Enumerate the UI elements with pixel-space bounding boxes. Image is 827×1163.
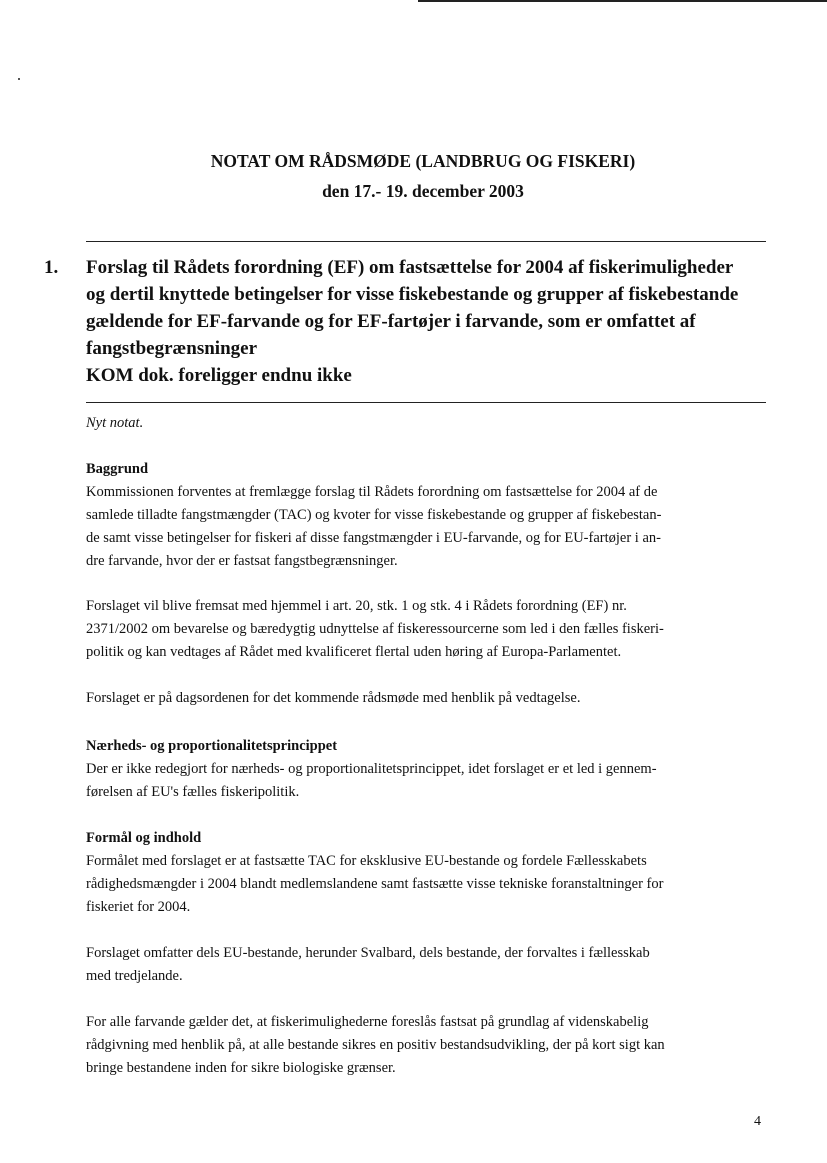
paragraph-line: med tredjelande. xyxy=(86,968,183,984)
paragraph-line: fiskeriet for 2004. xyxy=(86,899,191,915)
item-heading xyxy=(86,254,776,389)
section-heading: Formål og indhold xyxy=(86,830,202,846)
title-line-1: NOTAT OM RÅDSMØDE (LANDBRUG OG FISKERI) xyxy=(210,151,636,171)
paragraph-line: Forslaget er på dagsordenen for det kommende rådsmøde med henblik på vedtagelse. xyxy=(86,690,581,706)
paragraph-line: For alle farvande gælder det, at fiskerimulighederne foreslås fastsat på grundlag af videnskabelig xyxy=(86,1014,649,1030)
item-heading-line: og dertil knyttede betingelser for visse fiskebestande og grupper af fiskebestande xyxy=(86,284,739,305)
section-formaal xyxy=(86,827,776,919)
item-heading-line: fangstbegrænsninger xyxy=(86,338,258,359)
paragraph-line: rådgivning med henblik på, at alle bestande sikres en positiv bestandsudvikling, der på kort sigt kan xyxy=(86,1037,665,1053)
paragraph-line: 2371/2002 om bevarelse og bæredygtig udnyttelse af fiskeressourcerne som led i den fælles fiskeri- xyxy=(86,621,664,637)
top-edge-rule xyxy=(418,0,827,2)
item-number: 1. xyxy=(44,257,59,278)
item-heading-line: gældende for EF-farvande og for EF-fartøjer i farvande, som er omfattet af xyxy=(86,311,696,332)
item-heading-line: KOM dok. foreligger endnu ikke xyxy=(86,365,352,386)
section-baggrund xyxy=(86,458,776,573)
heading-bottom-rule xyxy=(86,402,766,403)
scan-speck xyxy=(18,78,20,80)
section-naerhed xyxy=(86,735,776,804)
paragraph-line: rådighedsmængder i 2004 blandt medlemslandene samt fastsætte visse tekniske foranstaltninger for xyxy=(86,876,664,892)
paragraph-line: Forslaget vil blive fremsat med hjemmel i art. 20, stk. 1 og stk. 4 i Rådets forordning (EF) nr. xyxy=(86,598,627,614)
paragraph xyxy=(86,595,776,664)
paragraph xyxy=(86,942,776,988)
paragraph-line: Kommissionen forventes at fremlægge forslag til Rådets forordning om fastsættelse for 2004 af de xyxy=(86,484,658,500)
paragraph-line: de samt visse betingelser for fiskeri af disse fangstmængder i EU-farvande, og for EU-fartøjer i an- xyxy=(86,530,661,546)
document-title xyxy=(0,146,827,206)
item-heading-line: Forslag til Rådets forordning (EF) om fastsættelse for 2004 af fiskerimuligheder xyxy=(86,257,734,278)
paragraph-line: Formålet med forslaget er at fastsætte TAC for eksklusive EU-bestande og fordele Fællesskabets xyxy=(86,853,647,869)
heading-top-rule xyxy=(86,241,766,242)
paragraph-line: førelsen af EU's fælles fiskeripolitik. xyxy=(86,784,300,800)
paragraph-line: politik og kan vedtages af Rådet med kvalificeret flertal uden høring af Europa-Parlamentet. xyxy=(86,644,622,660)
paragraph-line: Der er ikke redegjort for nærheds- og proportionalitetsprincippet, idet forslaget er et led i gennem- xyxy=(86,761,657,777)
title-line-2: den 17.- 19. december 2003 xyxy=(322,181,524,201)
paragraph xyxy=(86,1011,776,1080)
paragraph-line: Forslaget omfatter dels EU-bestande, herunder Svalbard, dels bestande, der forvaltes i fællesskab xyxy=(86,945,650,961)
paragraph-line: samlede tilladte fangstmængder (TAC) og kvoter for visse fiskebestande og grupper af fiskebestan- xyxy=(86,507,662,523)
page-number: 4 xyxy=(754,1114,761,1129)
paragraph-line: bringe bestandene inden for sikre biologiske grænser. xyxy=(86,1060,396,1076)
paragraph-line: dre farvande, hvor der er fastsat fangstbegrænsninger. xyxy=(86,553,398,569)
note-text: Nyt notat. xyxy=(86,415,144,431)
section-heading: Nærheds- og proportionalitetsprincippet xyxy=(86,738,338,754)
paragraph xyxy=(86,687,776,710)
section-heading: Baggrund xyxy=(86,461,149,477)
